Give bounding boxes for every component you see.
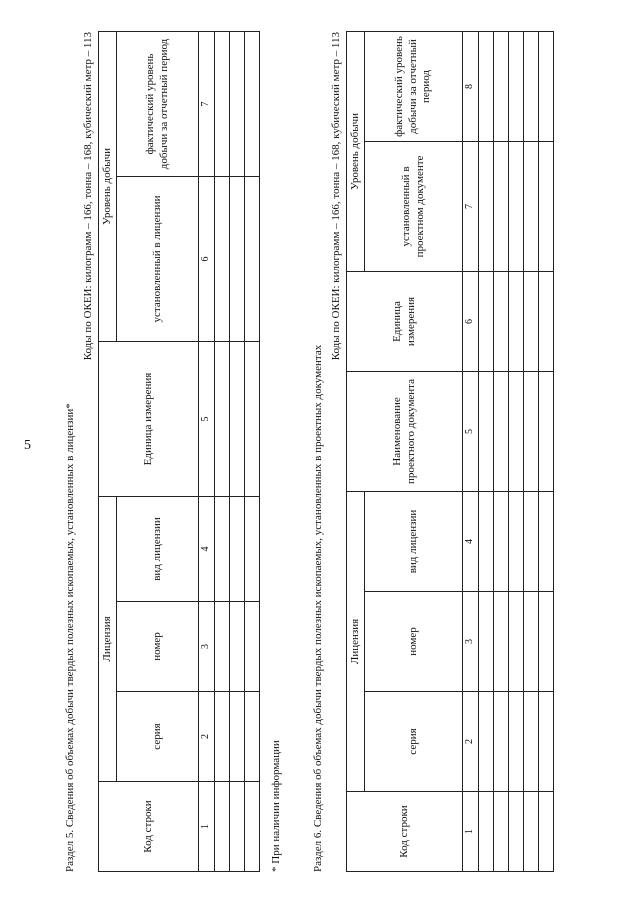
s5-table-row (245, 31, 260, 871)
s5-colnum: 6 (199, 176, 215, 341)
s6-header-level-project: установленный в проектном документе (365, 141, 463, 271)
s5-header-license: Лицензия (99, 496, 117, 781)
s5-colnum: 1 (199, 782, 215, 872)
section5-footnote: * При наличии информации (270, 740, 282, 872)
s6-colnum: 1 (463, 792, 479, 872)
s6-column-numbers-row (463, 31, 479, 871)
s5-header-number: номер (117, 602, 199, 692)
s5-colnum: 2 (199, 692, 215, 782)
s6-header-number: номер (365, 592, 463, 692)
section5-table (98, 31, 260, 872)
section6-table (346, 31, 554, 872)
s5-table-row (215, 31, 230, 871)
s5-header-unit: Единица измерения (99, 341, 199, 496)
s5-header-series: серия (117, 692, 199, 782)
s5-colnum: 7 (199, 31, 215, 176)
s5-table-row (230, 31, 245, 871)
s5-colnum: 3 (199, 602, 215, 692)
page-number: 5 (24, 438, 31, 453)
s6-table-row (539, 31, 554, 871)
s5-header-level-license: установленный в лицензии (117, 176, 199, 341)
s5-header-level-actual: фактический уровень добычи за отчетный период (117, 31, 199, 176)
s6-table-row (524, 31, 539, 871)
s5-colnum: 4 (199, 496, 215, 601)
s6-header-doc-name: Наименование проектного документа (347, 371, 463, 491)
section6-okei-codes: Коды по ОКЕИ: килограмм – 166, тонна – 168, кубический метр – 113 (330, 32, 342, 361)
s5-colnum: 5 (199, 341, 215, 496)
s5-header-code: Код строки (99, 782, 199, 872)
s6-colnum: 8 (463, 31, 479, 141)
s6-header-unit: Единица измерения (347, 271, 463, 371)
s6-header-code: Код строки (347, 792, 463, 872)
section6-title: Раздел 6. Сведения об объемах добычи твердых полезных ископаемых, установленных в проектных документах (312, 344, 324, 872)
s6-header-level-actual: фактический уровень добычи за отчетный период (365, 31, 463, 141)
s6-colnum: 3 (463, 592, 479, 692)
s6-colnum: 2 (463, 692, 479, 792)
s5-column-numbers-row (199, 31, 215, 871)
s6-table-row (509, 31, 524, 871)
s6-colnum: 7 (463, 141, 479, 271)
s6-table-row (479, 31, 494, 871)
s6-colnum: 5 (463, 371, 479, 491)
s6-header-level: Уровень добычи (347, 31, 365, 271)
s6-table-row (494, 31, 509, 871)
s5-header-kind: вид лицензии (117, 496, 199, 601)
s5-header-level: Уровень добычи (99, 31, 117, 341)
s6-header-series: серия (365, 692, 463, 792)
s6-header-license: Лицензия (347, 491, 365, 791)
rotated-sheet (30, 32, 630, 872)
s6-colnum: 6 (463, 271, 479, 371)
s6-colnum: 4 (463, 491, 479, 591)
section5-okei-codes: Коды по ОКЕИ: килограмм – 166, тонна – 168, кубический метр – 113 (82, 32, 94, 361)
s6-header-kind: вид лицензии (365, 491, 463, 591)
section5-title: Раздел 5. Сведения об объемах добычи твердых полезных ископаемых, установленных в лицензии* (64, 403, 76, 872)
